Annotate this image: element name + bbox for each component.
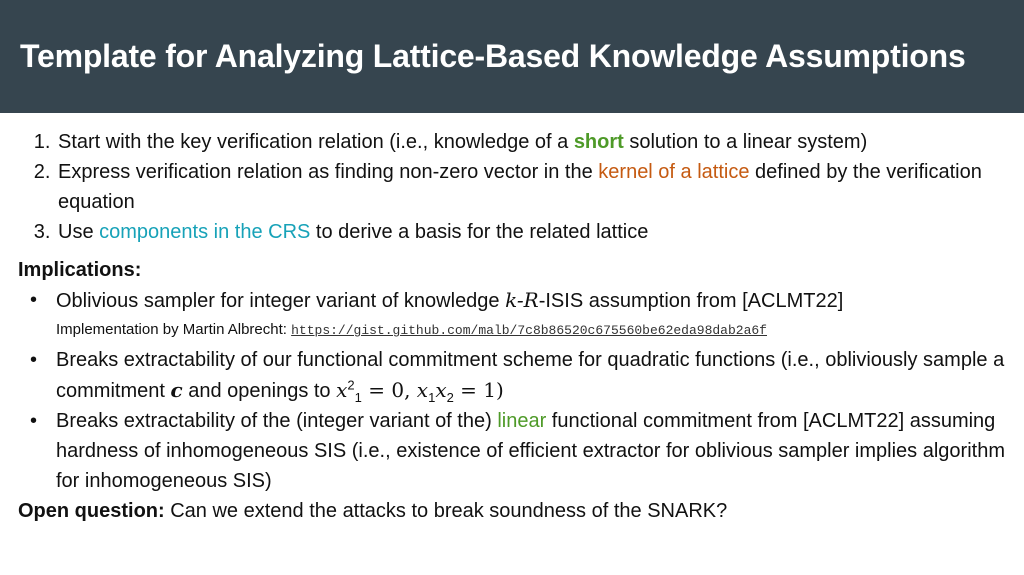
bullet-text: functional commitment from [ACLMT22] assuming hardness of inhomogeneous SIS (i.e., existence of efficient extractor for oblivious sampler implies algorithm for inhomogeneous SIS)	[56, 410, 1005, 492]
highlight-short: short	[573, 131, 624, 153]
open-question-text: Can we extend the attacks to break soundness of the SNARK?	[164, 500, 728, 522]
list-item	[56, 157, 1006, 217]
bullet-text: Breaks extractability of our functional commitment scheme for quadratic functions (i.e., obliviously sample a commitment	[56, 349, 1005, 402]
math-sub-1: 1	[354, 390, 362, 405]
bullet-text: -ISIS assumption from [ACLMT22]	[538, 290, 844, 312]
math-sub-1b: 1	[428, 390, 436, 405]
math-x2: x	[435, 378, 447, 402]
math-k-r: k-R	[505, 288, 539, 312]
bullet-text: and openings to	[182, 380, 337, 402]
math-x1b: x	[416, 378, 429, 402]
implications-heading: Implications:	[18, 259, 142, 281]
bullet-text: Oblivious sampler for integer variant of knowledge	[56, 290, 506, 312]
math-eq1: = 1)	[453, 378, 504, 402]
slide-content	[0, 113, 1024, 526]
title-bar	[0, 0, 1024, 113]
highlight-crs: components in the CRS	[99, 221, 311, 243]
open-question-label: Open question:	[18, 500, 165, 522]
list-item	[56, 217, 1006, 247]
highlight-kernel: kernel of a lattice	[598, 161, 750, 183]
step-text: defined by the verification equation	[58, 161, 982, 213]
math-c: c	[170, 378, 183, 402]
implications-list	[18, 285, 1006, 496]
math-eq0: = 0,	[361, 378, 417, 402]
math-sup-2: 2	[347, 377, 355, 393]
math-sub-2: 2	[446, 390, 454, 405]
page-title: Template for Analyzing Lattice-Based Knowledge Assumptions	[20, 38, 966, 74]
implementation-note	[56, 316, 1006, 345]
highlight-linear: linear	[497, 410, 547, 432]
step-text: Start with the key verification relation (i.e., knowledge of a	[58, 131, 574, 153]
list-item	[56, 406, 1006, 496]
step-text: solution to a linear system)	[623, 131, 868, 153]
open-question	[18, 496, 1006, 526]
steps-list	[18, 127, 1006, 247]
math-x1: x	[336, 378, 348, 402]
bullet-text: Breaks extractability of the (integer variant of the)	[56, 410, 498, 432]
list-item	[56, 127, 1006, 157]
step-text: to derive a basis for the related lattice	[310, 221, 649, 243]
implementation-label: Implementation by Martin Albrecht:	[56, 321, 292, 338]
gist-link[interactable]: https://gist.github.com/malb/7c8b86520c675560be62eda98dab2a6f	[291, 323, 767, 338]
step-text: Express verification relation as finding non-zero vector in the	[58, 161, 599, 183]
step-text: Use	[58, 221, 100, 243]
list-item	[56, 345, 1006, 406]
list-item	[56, 285, 1006, 345]
